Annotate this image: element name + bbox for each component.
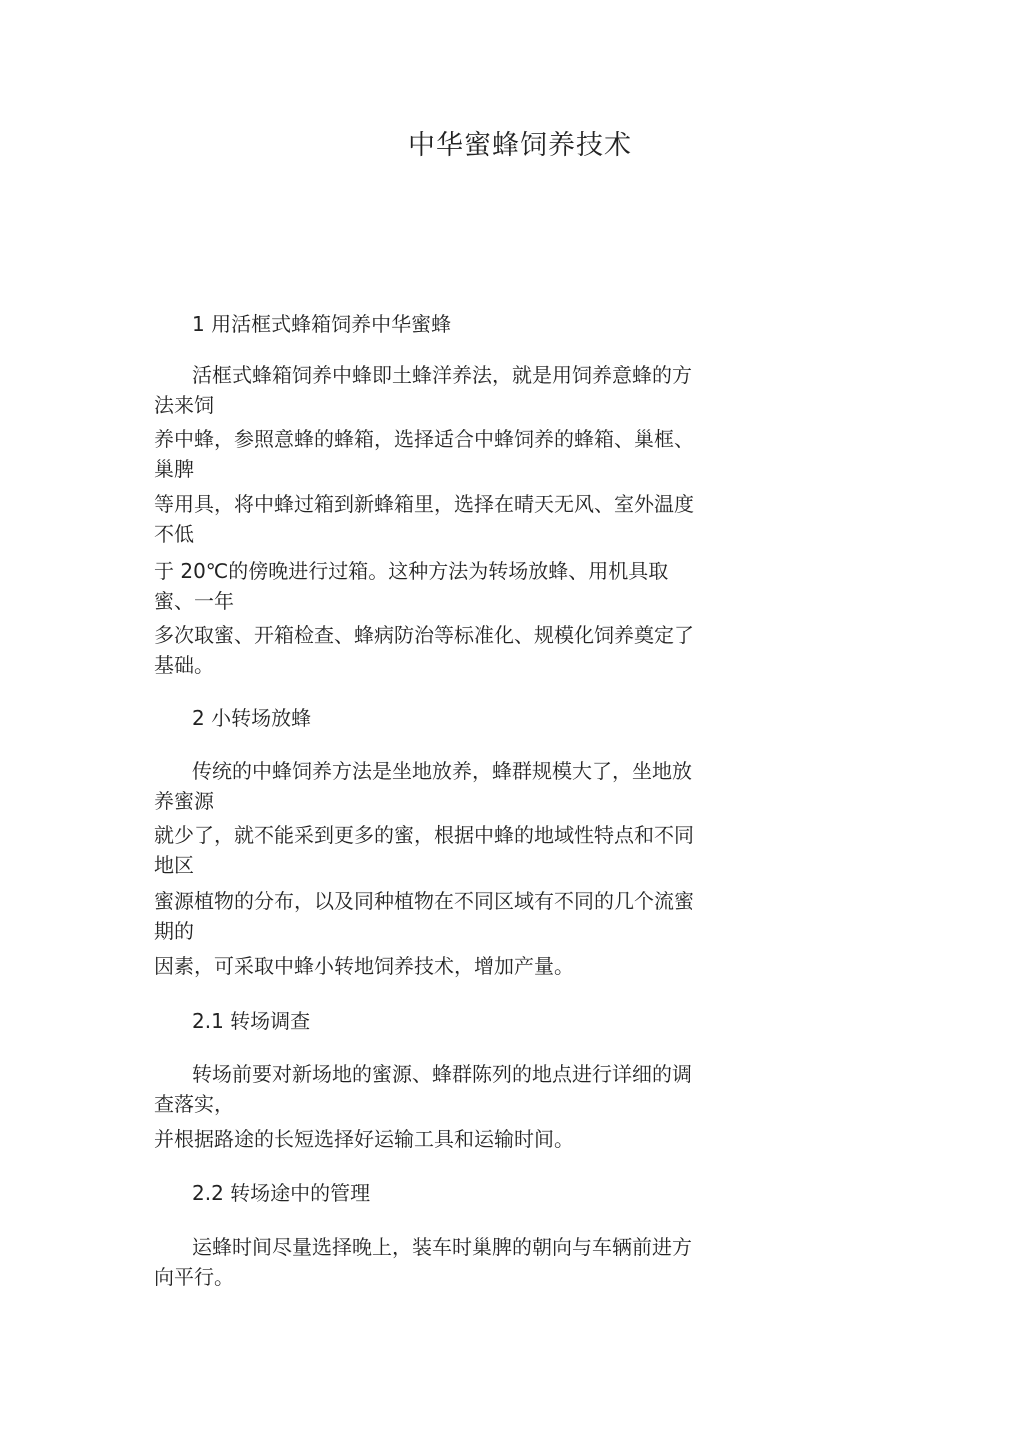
paragraph-line: 养中蜂，参照意蜂的蜂箱，选择适合中蜂饲养的蜂箱、巢框、 xyxy=(154,427,694,451)
paragraph-line: 基础。 xyxy=(154,653,214,677)
paragraph-line: 因素，可采取中蜂小转地饲养技术，增加产量。 xyxy=(154,954,574,978)
paragraph-line: 活框式蜂箱饲养中蜂即土蜂洋养法，就是用饲养意蜂的方 xyxy=(192,363,692,387)
section-heading: 2.2 转场途中的管理 xyxy=(192,1181,371,1205)
paragraph-line: 蜜源植物的分布，以及同种植物在不同区域有不同的几个流蜜 xyxy=(154,889,694,913)
paragraph-line: 等用具，将中蜂过箱到新蜂箱里，选择在晴天无风、室外温度 xyxy=(154,492,694,516)
document-title: 中华蜜蜂饲养技术 xyxy=(408,130,632,161)
paragraph-line: 向平行。 xyxy=(154,1265,234,1289)
paragraph-line: 转场前要对新场地的蜜源、蜂群陈列的地点进行详细的调 xyxy=(192,1062,692,1086)
paragraph-line: 并根据路途的长短选择好运输工具和运输时间。 xyxy=(154,1127,574,1151)
paragraph-line: 地区 xyxy=(154,853,194,877)
paragraph-line: 查落实， xyxy=(154,1092,234,1116)
paragraph-line: 传统的中蜂饲养方法是坐地放养，蜂群规模大了，坐地放 xyxy=(192,759,692,783)
paragraph-line: 蜜、一年 xyxy=(154,589,234,613)
paragraph-line: 就少了，就不能采到更多的蜜，根据中蜂的地域性特点和不同 xyxy=(154,823,694,847)
paragraph-line: 于 20℃的傍晚进行过箱。这种方法为转场放蜂、用机具取 xyxy=(154,559,669,583)
paragraph-line: 巢脾 xyxy=(154,457,194,481)
paragraph-line: 法来饲 xyxy=(154,393,214,417)
paragraph-line: 不低 xyxy=(154,522,194,546)
section-heading: 2 小转场放蜂 xyxy=(192,706,312,730)
paragraph-line: 多次取蜜、开箱检查、蜂病防治等标准化、规模化饲养奠定了 xyxy=(154,623,694,647)
paragraph-line: 养蜜源 xyxy=(154,789,214,813)
paragraph-line: 运蜂时间尽量选择晚上，装车时巢脾的朝向与车辆前进方 xyxy=(192,1235,692,1259)
paragraph-line: 期的 xyxy=(154,919,194,943)
section-heading: 2.1 转场调查 xyxy=(192,1009,311,1033)
section-heading: 1 用活框式蜂箱饲养中华蜜蜂 xyxy=(192,312,452,336)
